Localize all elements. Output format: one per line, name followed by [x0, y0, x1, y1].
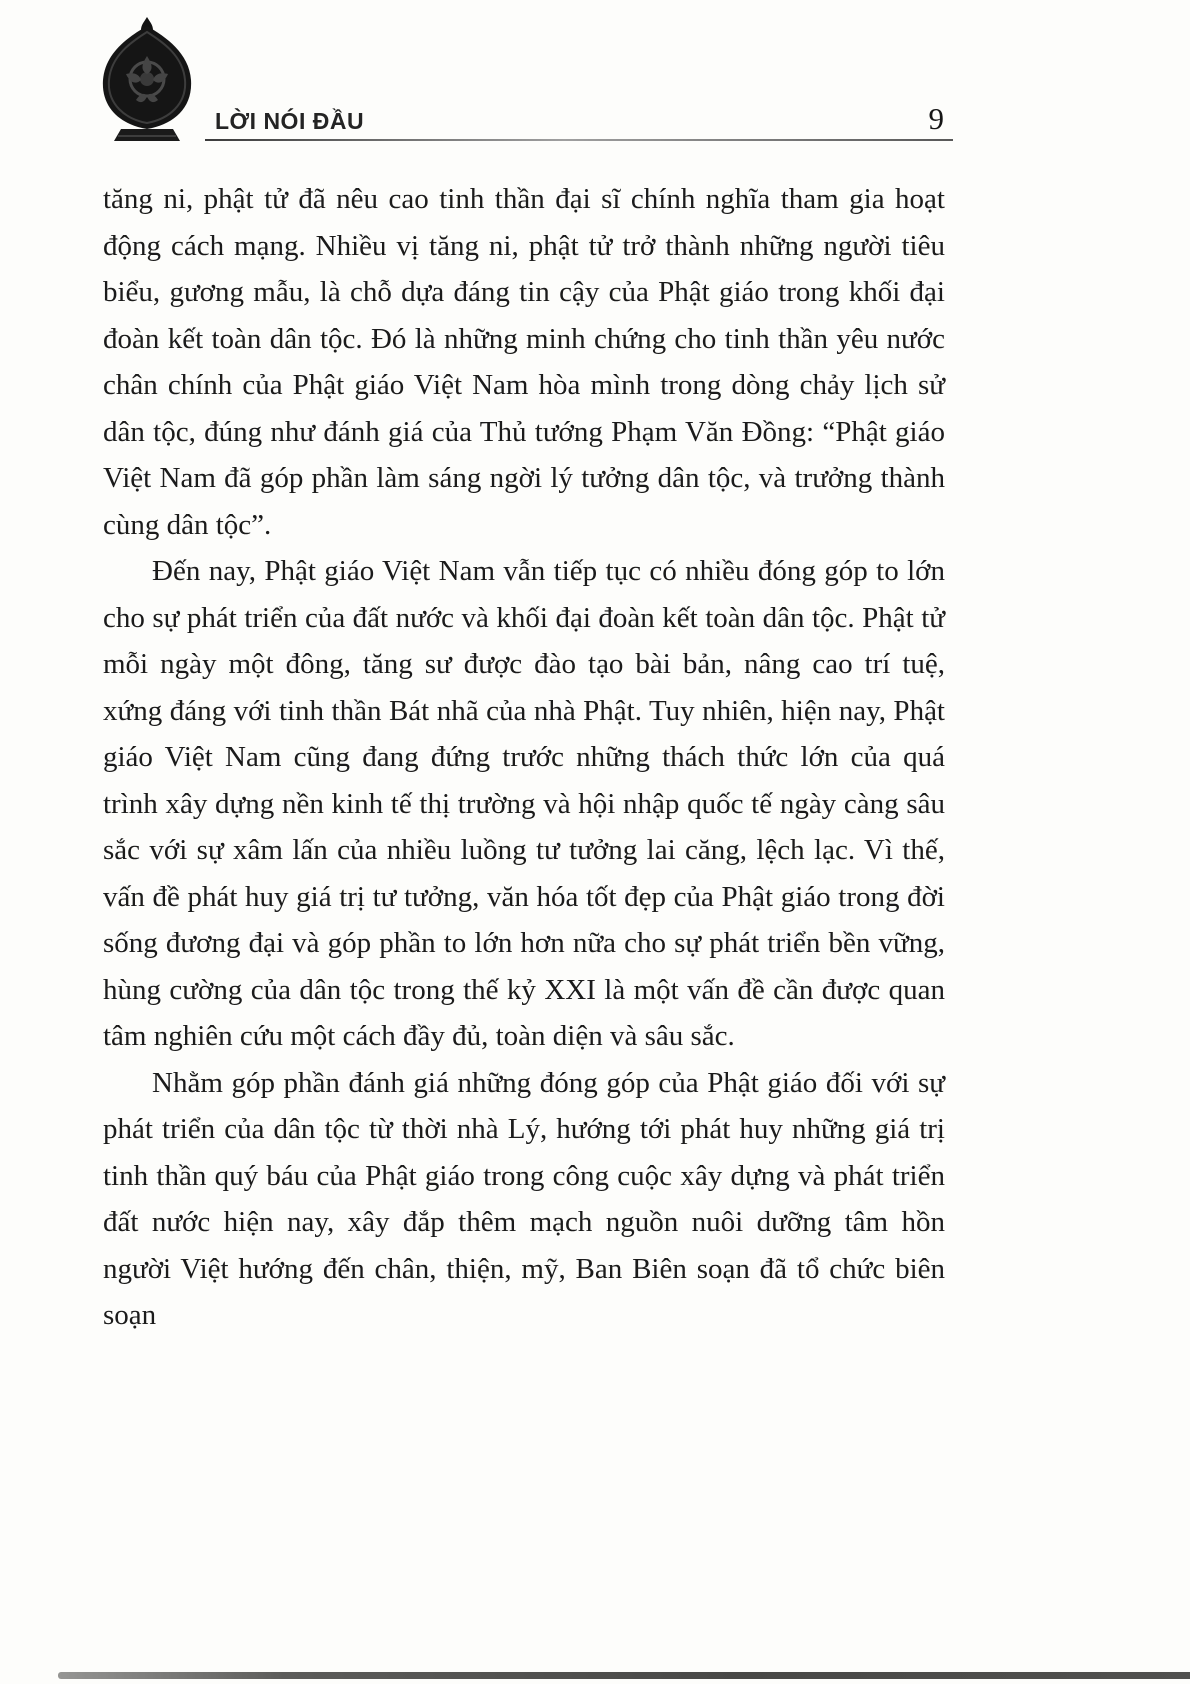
lotus-seal-emblem-icon: [92, 16, 202, 144]
header-rule: [205, 139, 953, 141]
page-body: [103, 176, 945, 1339]
body-paragraph: tăng ni, phật tử đã nêu cao tinh thần đại sĩ chính nghĩa tham gia hoạt động cách mạng. Nhiều vị tăng ni, phật tử trở thành những người tiêu biểu, gương mẫu, là chỗ dựa đáng tin cậy của Phật giáo trong khối đại đoàn kết toàn dân tộc. Đó là những minh chứng cho tinh thần yêu nước chân chính của Phật giáo Việt Nam hòa mình trong dòng chảy lịch sử dân tộc, đúng như đánh giá của Thủ tướng Phạm Văn Đồng: “Phật giáo Việt Nam đã góp phần làm sáng ngời lý tưởng dân tộc, và trưởng thành cùng dân tộc”.: [103, 183, 945, 541]
scan-edge-shadow: [58, 1672, 1190, 1679]
page-header: [215, 101, 944, 137]
body-paragraph: Nhằm góp phần đánh giá những đóng góp của Phật giáo đối với sự phát triển của dân tộc từ thời nhà Lý, hướng tới phát huy những giá trị tinh thần quý báu của Phật giáo trong công cuộc xây dựng và phát triển đất nước hiện nay, xây đắp thêm mạch nguồn nuôi dưỡng tâm hồn người Việt hướng đến chân, thiện, mỹ, Ban Biên soạn đã tổ chức biên soạn: [103, 1066, 945, 1331]
running-head: LỜI NÓI ĐẦU: [215, 108, 365, 134]
body-paragraph: Đến nay, Phật giáo Việt Nam vẫn tiếp tục có nhiều đóng góp to lớn cho sự phát triển của đất nước và khối đại đoàn kết toàn dân tộc. Phật tử mỗi ngày một đông, tăng sư được đào tạo bài bản, nâng cao trí tuệ, xứng đáng với tinh thần Bát nhã của nhà Phật. Tuy nhiên, hiện nay, Phật giáo Việt Nam cũng đang đứng trước những thách thức lớn của quá trình xây dựng nền kinh tế thị trường và hội nhập quốc tế ngày càng sâu sắc với sự xâm lấn của nhiều luồng tư tưởng lai căng, lệch lạc. Vì thế, vấn đề phát huy giá trị tư tưởng, văn hóa tốt đẹp của Phật giáo trong đời sống đương đại và góp phần to lớn hơn nữa cho sự phát triển bền vững, hùng cường của dân tộc trong thế kỷ XXI là một vấn đề cần được quan tâm nghiên cứu một cách đầy đủ, toàn diện và sâu sắc.: [103, 555, 945, 1052]
page-number: 9: [928, 101, 944, 136]
